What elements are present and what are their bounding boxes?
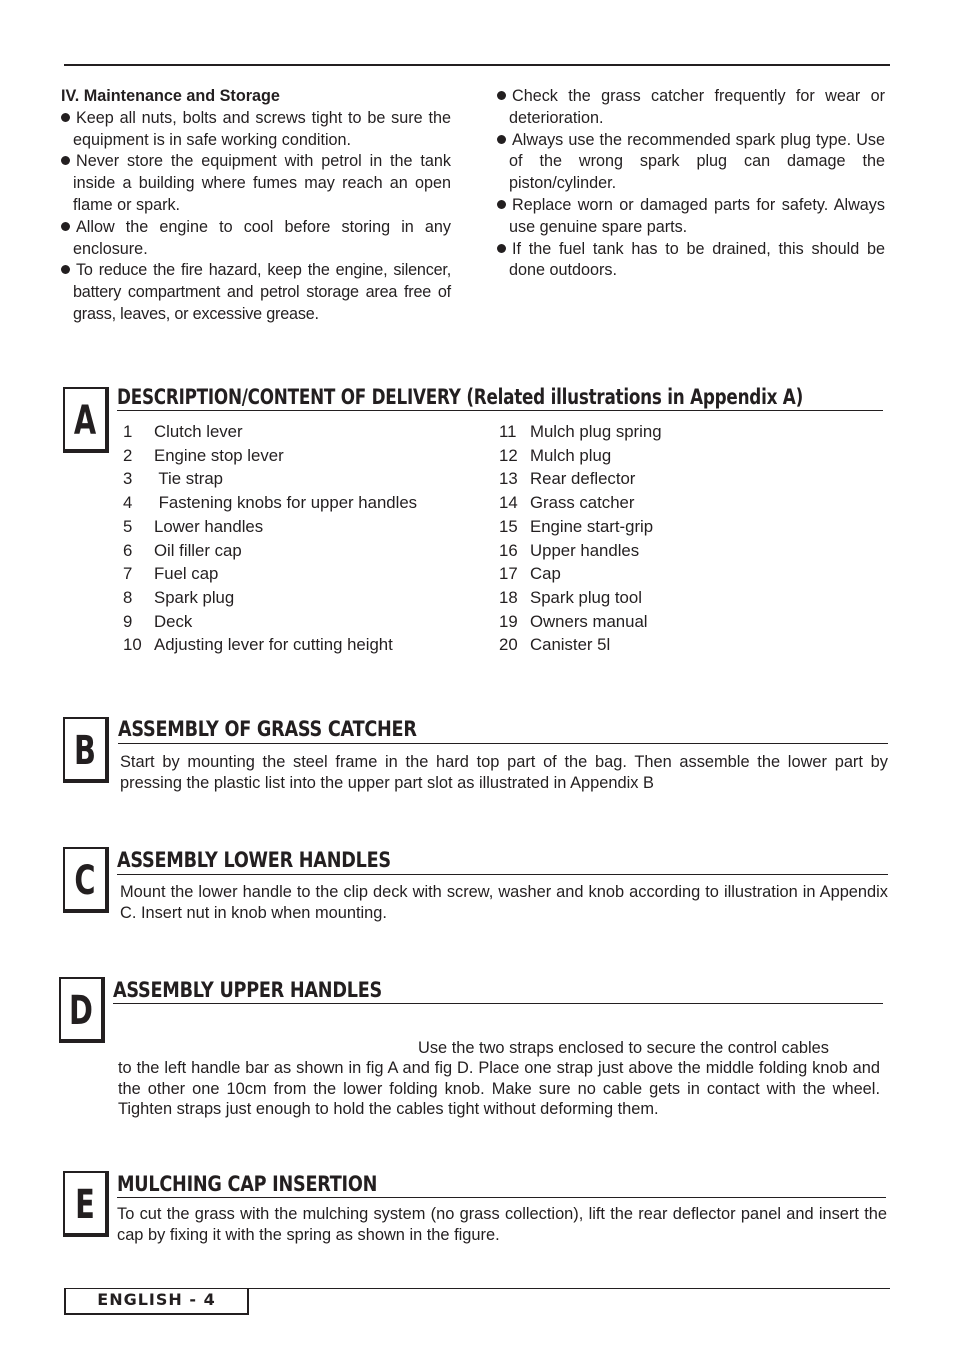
list-item: 6 Oil filler cap <box>123 540 242 560</box>
maintenance-item: Never store the equipment with petrol in the tank inside a building where fumes may reach an open flame or spark. <box>61 151 451 216</box>
list-item: 1 Clutch lever <box>123 422 243 441</box>
list-item: 9 Deck <box>123 611 193 631</box>
bullet-icon <box>497 244 506 253</box>
section-d-heading: ASSEMBLY UPPER HANDLES <box>113 978 382 1002</box>
bullet-icon <box>61 265 70 274</box>
list-item: 16 Upper handles <box>499 540 640 560</box>
list-item: 8 Spark plug <box>123 587 235 607</box>
section-b-marker: B <box>63 717 109 783</box>
bullet-icon <box>497 200 506 209</box>
section-e-heading: MULCHING CAP INSERTION <box>117 1172 378 1196</box>
bullet-icon <box>61 222 70 231</box>
maintenance-item: Check the grass catcher frequently for wear or deterioration. <box>497 86 885 130</box>
section-d-marker: D <box>59 977 105 1043</box>
list-item: 14 Grass catcher <box>499 493 635 513</box>
section-c-rule <box>117 874 888 875</box>
top-rule <box>64 64 890 66</box>
list-item: 18 Spark plug tool <box>499 587 642 607</box>
bullet-icon <box>61 156 70 165</box>
list-item: 7 Fuel cap <box>123 564 219 584</box>
list-item: 2 Engine stop lever <box>123 445 284 465</box>
maintenance-left-column <box>61 86 451 326</box>
list-item: 11 Mulch plug spring <box>499 422 662 441</box>
maintenance-title: IV. Maintenance and Storage <box>61 87 280 105</box>
list-item: 5 Lower handles <box>123 516 264 536</box>
section-e-marker: E <box>63 1171 109 1237</box>
maintenance-item: Keep all nuts, bolts and screws tight to be sure the equipment is in safe working condition. <box>61 108 451 152</box>
section-d-text-first: Use the two straps enclosed to secure the control cables <box>418 1039 829 1057</box>
delivery-list-right <box>499 420 662 657</box>
section-e-rule <box>117 1197 886 1198</box>
maintenance-item: Replace worn or damaged parts for safety. Always use genuine spare parts. <box>497 195 885 239</box>
list-item: 19 Owners manual <box>499 611 648 631</box>
maintenance-item: Always use the recommended spark plug type. Use of the wrong spark plug can damage the piston/cylinder. <box>497 130 885 195</box>
maintenance-item: If the fuel tank has to be drained, this should be done outdoors. <box>497 239 885 283</box>
section-b-text: Start by mounting the steel frame in the hard top part of the bag. Then assemble the lower part by pressing the plastic list into the upper part slot as illustrated in Appendix B <box>120 753 888 792</box>
list-item: 13 Rear deflector <box>499 469 636 489</box>
bullet-icon <box>61 113 70 122</box>
section-d-text: to the left handle bar as shown in fig A and fig D. Place one strap just above the middle folding knob and the other one 10cm from the lower folding knob. Make sure no cable gets in contact with the wheel. Tighten straps just enough to hold the cables tight without deforming them. <box>118 1059 880 1118</box>
list-item: 15 Engine start-grip <box>499 516 654 536</box>
list-item: 3 Tie strap <box>123 469 224 489</box>
section-a-rule <box>117 410 883 411</box>
bullet-icon <box>497 135 506 144</box>
delivery-list-left <box>123 420 417 657</box>
maintenance-item: To reduce the fire hazard, keep the engine, silencer, battery compartment and petrol storage area free of grass, leaves, or excessive grease. <box>61 260 451 325</box>
list-item: 10 Adjusting lever for cutting height <box>123 635 393 655</box>
section-b-rule <box>118 743 888 744</box>
section-b-heading: ASSEMBLY OF GRASS CATCHER <box>118 717 417 741</box>
section-a-heading: DESCRIPTION/CONTENT OF DELIVERY (Related illustrations in Appendix A) <box>117 385 804 409</box>
bullet-icon <box>497 91 506 100</box>
section-c-heading: ASSEMBLY LOWER HANDLES <box>117 848 391 872</box>
section-a-marker: A <box>63 387 109 453</box>
section-c-marker: C <box>63 847 109 913</box>
page-footer-label: ENGLISH - 4 <box>64 1289 249 1315</box>
list-item: 17 Cap <box>499 564 561 584</box>
section-c-text: Mount the lower handle to the clip deck with screw, washer and knob according to illustration in Appendix C. Insert nut in knob when mounting. <box>120 883 888 922</box>
list-item: 12 Mulch plug <box>499 445 612 465</box>
maintenance-item: Allow the engine to cool before storing in any enclosure. <box>61 217 451 261</box>
list-item: 20 Canister 5l <box>499 635 611 655</box>
section-e-text: To cut the grass with the mulching system (no grass collection), lift the rear deflector panel and insert the cap by fixing it with the spring as shown in the figure. <box>117 1205 887 1244</box>
maintenance-right-column <box>497 86 885 282</box>
list-item: 4 Fastening knobs for upper handles <box>123 493 418 513</box>
section-d-rule <box>113 1003 883 1004</box>
